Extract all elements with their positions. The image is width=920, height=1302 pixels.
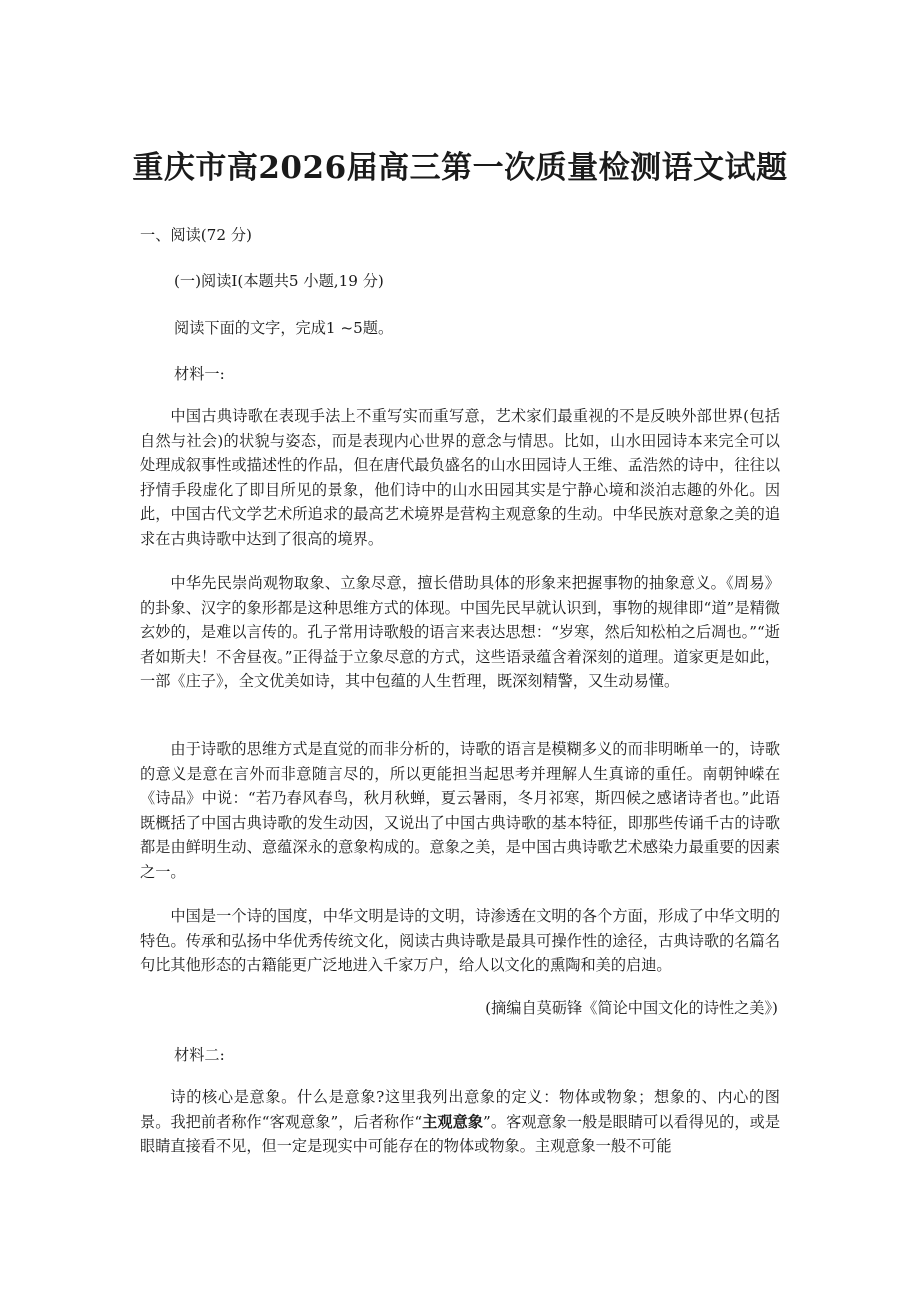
material-one-source: (摘编自莫砺锋《简论中国文化的诗性之美》): [485, 999, 778, 1017]
material-two-text-part-2: ”。客观意象一般是眼睛可以看得见的，或是眼睛直接看不见，但一定是现实中可能存在的物体或物象。主观意象一般不可能: [140, 1112, 781, 1156]
material-one-paragraph-4: 中国是一个诗的国度，中华文明是诗的文明，诗渗透在文明的各个方面，形成了中华文明的特色。传承和弘扬中华优秀传统文化，阅读古典诗歌是最具可操作性的途径，古典诗歌的名篇名句比其他形态的古籍能更广泛地进入千家万户，给人以文化的熏陶和美的启迪。: [140, 907, 780, 975]
material-two-text-part-1: 诗的核心是意象。什么是意象?这里我列出意象的定义：物体或物象；想象的、内心的图景。我把前者称作“客观意象”，后者称作“: [140, 1088, 780, 1131]
material-two-bold-term: 主观意象: [422, 1112, 484, 1131]
material-two-paragraph-1: [140, 1085, 780, 1159]
material-one-paragraph-3: 由于诗歌的思维方式是直觉的而非分析的，诗歌的语言是模糊多义的而非明晰单一的，诗歌的意义是意在言外而非意随言尽的，所以更能担当起思考并理解人生真谛的重任。南朝钟嵘在《诗品》中说：“若乃春风春鸟，秋月秋蝉，夏云暑雨，冬月祁寒，斯四候之感诸诗者也。”此语既概括了中国古典诗歌的发生动因，又说出了中国古典诗歌的基本特征，即那些传诵千古的诗歌都是由鲜明生动、意蕴深永的意象构成的。意象之美，是中国古典诗歌艺术感染力最重要的因素之一。: [140, 740, 780, 881]
page-title: 重庆市高2026届高三第一次质量检测语文试题: [132, 150, 788, 186]
material-one-label: 材料一:: [174, 365, 225, 383]
section-heading: 一、阅读(72 分): [140, 226, 252, 244]
section-subheading: (一)阅读Ⅰ(本题共5 小题,19 分): [174, 272, 384, 290]
material-one-paragraph-2: 中华先民崇尚观物取象、立象尽意，擅长借助具体的形象来把握事物的抽象意义。《周易》的卦象、汉字的象形都是这种思维方式的体现。中国先民早就认识到，事物的规律即“道”是精微玄妙的，是难以言传的。孔子常用诗歌般的语言来表达思想：“岁寒，然后知松柏之后凋也。”“逝者如斯夫！不舍昼夜。”正得益于立象尽意的方式，这些语录蕴含着深刻的道理。道家更是如此，一部《庄子》，全文优美如诗，其中包蕴的人生哲理，既深刻精警，又生动易懂。: [140, 574, 780, 691]
material-one-paragraph-1: 中国古典诗歌在表现手法上不重写实而重写意，艺术家们最重视的不是反映外部世界(包括自然与社会)的状貌与姿态，而是表现内心世界的意念与情思。比如，山水田园诗本来完全可以处理成叙事性或描述性的作品，但在唐代最负盛名的山水田园诗人王维、孟浩然的诗中，往往以抒情手段虚化了即目所见的景象，他们诗中的山水田园其实是宁静心境和淡泊志趣的外化。因此，中国古代文学艺术所追求的最高艺术境界是营构主观意象的生动。中华民族对意象之美的追求在古典诗歌中达到了很高的境界。: [140, 407, 780, 548]
material-two-label: 材料二:: [174, 1046, 225, 1064]
reading-instruction: 阅读下面的文字，完成1 ~5题。: [174, 319, 394, 337]
